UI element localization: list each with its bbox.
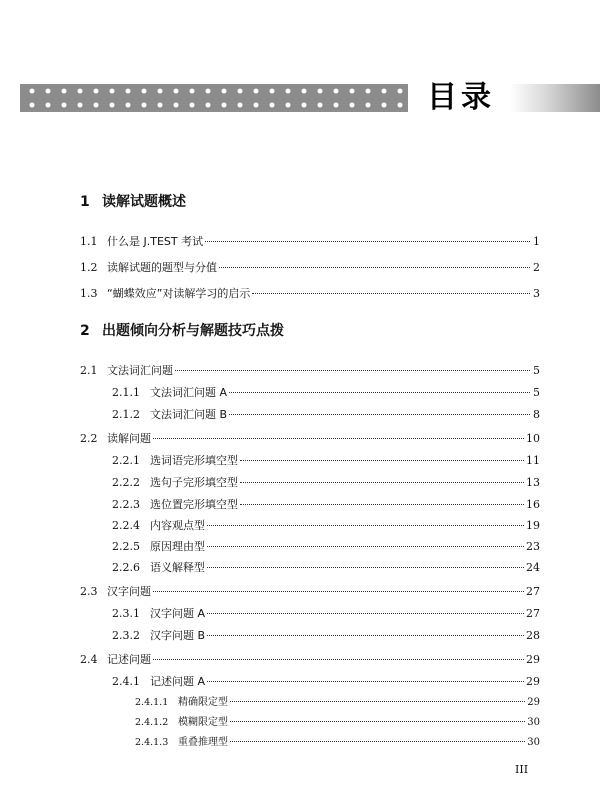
entry-title: 语义解释型 — [150, 561, 205, 574]
entry-title: 原因理由型 — [150, 540, 205, 553]
toc-entry[interactable] — [112, 498, 540, 512]
page-number: III — [515, 763, 529, 776]
entry-title: 记述问题 — [107, 653, 151, 666]
toc-entry[interactable] — [112, 454, 540, 468]
entry-title: 读解试题的题型与分值 — [107, 261, 217, 274]
entry-number: 2.4 — [80, 653, 98, 666]
toc-entry[interactable] — [112, 561, 540, 575]
dot-leader — [229, 392, 530, 393]
chapter-number: 1 — [80, 194, 90, 210]
entry-title: 重叠推理型 — [178, 737, 228, 748]
toc-entry[interactable] — [80, 432, 540, 446]
entry-number: 2.3 — [80, 585, 98, 598]
entry-page: 13 — [526, 476, 540, 489]
dot-leader — [252, 293, 530, 294]
dot-leader — [207, 546, 524, 547]
entry-number: 2.3.2 — [112, 629, 140, 642]
dot-leader — [230, 741, 525, 742]
dot-leader — [207, 635, 524, 636]
entry-page: 29 — [527, 697, 540, 708]
entry-number: 1.3 — [80, 287, 98, 300]
dot-leader — [207, 567, 524, 568]
toc-entry[interactable] — [80, 235, 540, 249]
entry-title: 汉字问题 A — [150, 607, 206, 620]
entry-title: “蝴蝶效应”对读解学习的启示 — [107, 287, 251, 300]
toc-entry[interactable] — [135, 696, 540, 710]
toc-entry[interactable] — [112, 408, 540, 422]
entry-number: 2.4.1.3 — [135, 737, 169, 748]
toc-entry[interactable] — [112, 476, 540, 490]
entry-number: 2.2.6 — [112, 561, 140, 574]
entry-number: 2.1.2 — [112, 408, 140, 421]
toc-entry[interactable] — [80, 364, 540, 378]
dot-leader — [153, 438, 524, 439]
entry-title: 记述问题 A — [150, 675, 206, 688]
entry-title: 内容观点型 — [150, 519, 205, 532]
entry-title: 读解问题 — [107, 432, 151, 445]
entry-page: 3 — [533, 287, 540, 300]
entry-page: 5 — [533, 386, 540, 399]
dot-leader — [207, 525, 524, 526]
entry-title: 选句子完形填空型 — [150, 476, 238, 489]
entry-number: 2.2.4 — [112, 519, 140, 532]
entry-page: 28 — [526, 629, 540, 642]
entry-number: 2.2.1 — [112, 454, 140, 467]
chapter-heading-1 — [80, 193, 540, 211]
entry-page: 2 — [533, 261, 540, 274]
entry-page: 29 — [526, 675, 540, 688]
toc-entry[interactable] — [112, 540, 540, 554]
entry-title: 精确限定型 — [178, 697, 228, 708]
dot-leader — [240, 504, 524, 505]
toc-entry[interactable] — [112, 675, 540, 689]
dot-leader — [205, 241, 530, 242]
entry-page: 5 — [533, 364, 540, 377]
toc-entry[interactable] — [135, 736, 540, 750]
toc-entry[interactable] — [80, 287, 540, 301]
entry-title: 文法词汇问题 A — [150, 386, 228, 399]
entry-title: 什么是 J.TEST 考试 — [107, 235, 204, 248]
toc-entry[interactable] — [80, 653, 540, 667]
entry-page: 10 — [526, 432, 540, 445]
chapter-title: 读解试题概述 — [102, 194, 186, 210]
entry-page: 16 — [526, 498, 540, 511]
entry-title: 模糊限定型 — [178, 717, 228, 728]
chapter-title: 出题倾向分析与解题技巧点拨 — [102, 323, 284, 339]
entry-title: 选位置完形填空型 — [150, 498, 238, 511]
entry-page: 1 — [533, 235, 540, 248]
toc-entry[interactable] — [135, 716, 540, 730]
toc-entry[interactable] — [80, 261, 540, 275]
entry-title: 文法词汇问题 — [107, 364, 173, 377]
entry-number: 2.3.1 — [112, 607, 140, 620]
toc-entry[interactable] — [112, 607, 540, 621]
entry-number: 2.4.1.2 — [135, 717, 169, 728]
dot-leader — [230, 701, 525, 702]
dot-leader — [153, 659, 524, 660]
toc-entry[interactable] — [112, 629, 540, 643]
dot-leader — [219, 267, 530, 268]
entry-page: 27 — [526, 585, 540, 598]
dot-leader — [207, 681, 524, 682]
entry-page: 30 — [527, 717, 540, 728]
toc-entry[interactable] — [112, 519, 540, 533]
entry-title: 选词语完形填空型 — [150, 454, 238, 467]
entry-title: 汉字问题 — [107, 585, 151, 598]
entry-title: 汉字问题 B — [150, 629, 206, 642]
entry-number: 2.1 — [80, 364, 98, 377]
entry-number: 2.1.1 — [112, 386, 140, 399]
chapter-number: 2 — [80, 323, 90, 339]
dot-leader — [240, 460, 524, 461]
entry-number: 2.4.1 — [112, 675, 140, 688]
entry-number: 2.2.2 — [112, 476, 140, 489]
entry-page: 30 — [527, 737, 540, 748]
entry-number: 2.2 — [80, 432, 98, 445]
entry-number: 2.4.1.1 — [135, 697, 169, 708]
entry-page: 27 — [526, 607, 540, 620]
entry-title: 文法词汇问题 B — [150, 408, 228, 421]
entry-number: 1.2 — [80, 261, 98, 274]
chapter-heading-2 — [80, 322, 540, 340]
dot-leader — [175, 370, 530, 371]
toc-entry[interactable] — [80, 585, 540, 599]
entry-number: 1.1 — [80, 235, 98, 248]
entry-page: 11 — [526, 454, 540, 467]
entry-page: 23 — [526, 540, 540, 553]
dot-leader — [153, 591, 524, 592]
entry-page: 29 — [526, 653, 540, 666]
entry-page: 24 — [526, 561, 540, 574]
dot-leader — [207, 613, 524, 614]
toc-entry[interactable] — [112, 386, 540, 400]
entry-number: 2.2.3 — [112, 498, 140, 511]
entry-page: 19 — [526, 519, 540, 532]
entry-number: 2.2.5 — [112, 540, 140, 553]
dot-leader — [230, 721, 525, 722]
dot-leader — [240, 482, 524, 483]
entry-page: 8 — [533, 408, 540, 421]
page-title: 目录 — [427, 80, 495, 115]
dot-leader — [229, 414, 530, 415]
